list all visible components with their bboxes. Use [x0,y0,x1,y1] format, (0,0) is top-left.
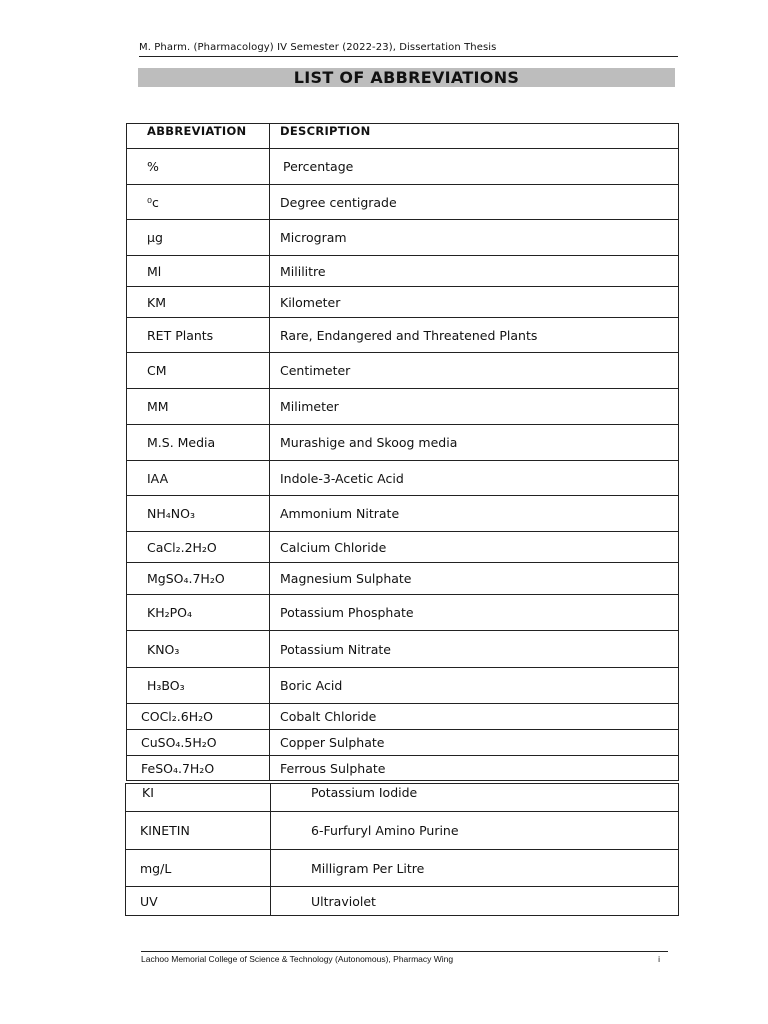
page-header: M. Pharm. (Pharmacology) IV Semester (2022-23), Dissertation Thesis [139,42,678,57]
table-row [127,256,679,287]
description-cell: Percentage [270,149,679,185]
abbreviation-cell: mg/L [126,850,271,887]
abbreviation-cell: % [127,149,270,185]
abbreviation-cell: KNO₃ [127,631,270,668]
description-cell: Potassium Phosphate [270,595,679,631]
table-row [127,532,679,563]
abbreviation-cell: MM [127,389,270,425]
description-cell: Calcium Chloride [270,532,679,563]
description-cell: Mililitre [270,256,679,287]
abbreviation-cell: RET Plants [127,318,270,353]
description-header: DESCRIPTION [270,124,679,149]
description-cell: Degree centigrade [270,185,679,220]
table-row [127,220,679,256]
description-cell: Cobalt Chloride [270,704,679,730]
abbreviation-cell: KH₂PO₄ [127,595,270,631]
table-row [126,812,679,850]
description-cell: 6-Furfuryl Amino Purine [271,812,679,850]
table-row [127,704,679,730]
table-row [127,461,679,496]
table-row [126,784,679,812]
abbreviations-table-continued [125,783,679,916]
abbreviation-cell: KINETIN [126,812,271,850]
abbreviation-cell: KM [127,287,270,318]
description-cell: Rare, Endangered and Threatened Plants [270,318,679,353]
description-cell: Milimeter [270,389,679,425]
abbreviation-cell: µg [127,220,270,256]
abbreviation-cell: IAA [127,461,270,496]
description-cell: Centimeter [270,353,679,389]
abbreviation-cell: KI [126,784,271,812]
table-row [126,887,679,916]
abbreviation-cell: H₃BO₃ [127,668,270,704]
table-row [127,353,679,389]
abbreviation-cell: CuSO₄.5H₂O [127,730,270,756]
abbreviation-cell: MgSO₄.7H₂O [127,563,270,595]
description-cell: Boric Acid [270,668,679,704]
abbreviation-cell: CM [127,353,270,389]
description-cell: Ferrous Sulphate [270,756,679,781]
description-cell: Ammonium Nitrate [270,496,679,532]
abbreviation-cell: ⁰c [127,185,270,220]
abbreviation-cell: M.S. Media [127,425,270,461]
page-number: i [658,954,660,964]
description-cell: Murashige and Skoog media [270,425,679,461]
table-row [127,149,679,185]
table-row [127,425,679,461]
description-cell: Milligram Per Litre [271,850,679,887]
description-cell: Magnesium Sulphate [270,563,679,595]
table-row [127,631,679,668]
abbreviation-cell: FeSO₄.7H₂O [127,756,270,781]
abbreviation-cell: Ml [127,256,270,287]
abbreviation-cell: COCl₂.6H₂O [127,704,270,730]
description-cell: Potassium Iodide [271,784,679,812]
table-row [127,563,679,595]
table-row [127,668,679,704]
description-cell: Indole-3-Acetic Acid [270,461,679,496]
table-row [127,389,679,425]
table-row [126,850,679,887]
description-cell: Kilometer [270,287,679,318]
table-row [127,595,679,631]
table-header-row [127,124,679,149]
page-title: LIST OF ABBREVIATIONS [138,68,675,87]
abbreviation-header: ABBREVIATION [127,124,270,149]
abbreviation-cell: UV [126,887,271,916]
table-row [127,496,679,532]
table-row [127,756,679,781]
footer-text: Lachoo Memorial College of Science & Technology (Autonomous), Pharmacy Wing [141,954,454,964]
description-cell: Microgram [270,220,679,256]
description-cell: Ultraviolet [271,887,679,916]
table-row [127,185,679,220]
description-cell: Potassium Nitrate [270,631,679,668]
table-row [127,318,679,353]
abbreviation-cell: CaCl₂.2H₂O [127,532,270,563]
abbreviation-cell: NH₄NO₃ [127,496,270,532]
description-cell: Copper Sulphate [270,730,679,756]
page-footer [141,951,668,968]
table-row [127,730,679,756]
table-row [127,287,679,318]
abbreviations-table [126,123,679,781]
